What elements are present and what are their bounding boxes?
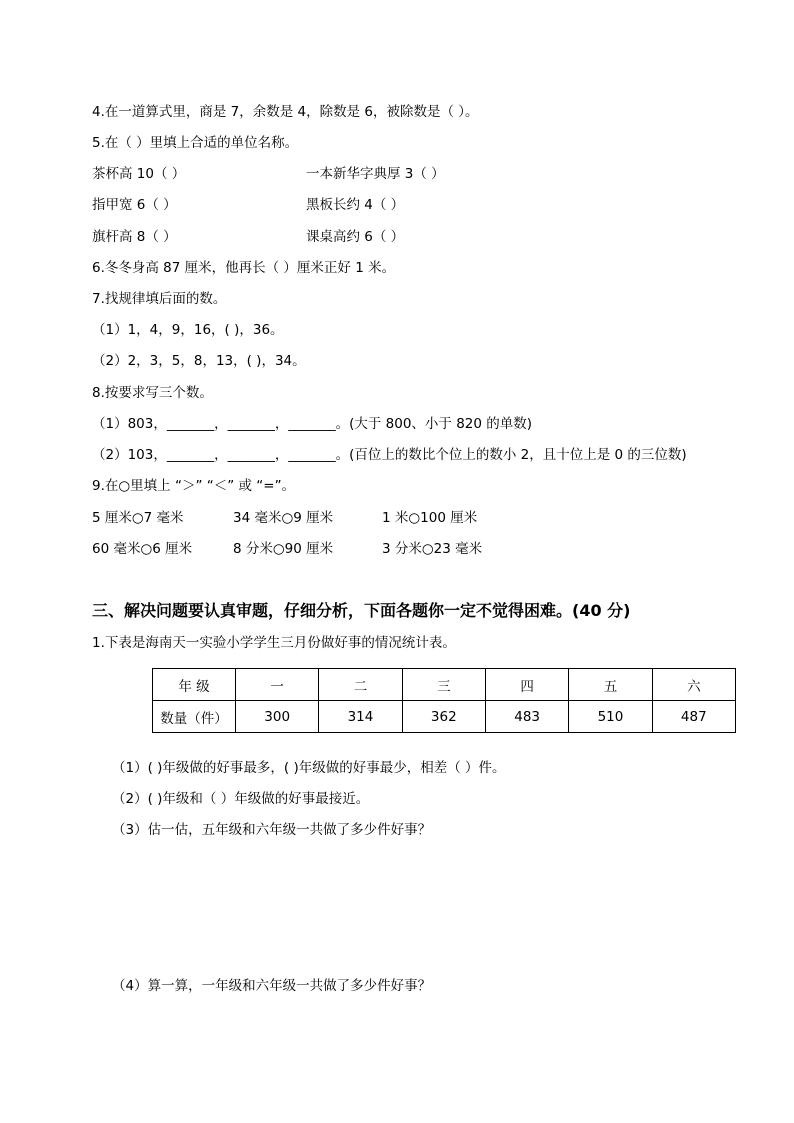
question-4: 4.在一道算式里，商是 7，余数是 4，除数是 6，被除数是（ ）。 <box>92 104 479 120</box>
table-value-cell: 487 <box>652 701 735 733</box>
question-9-title: 9.在○里填上 “＞” “＜” 或 “=”。 <box>92 478 296 494</box>
table-value-cell: 510 <box>569 701 652 733</box>
question-7-title: 7.找规律填后面的数。 <box>92 291 227 307</box>
question-5-title: 5.在（ ）里填上合适的单位名称。 <box>92 135 299 151</box>
table-value-cell: 314 <box>319 701 402 733</box>
question-9-item: 8 分米○90 厘米 <box>233 541 334 557</box>
question-5-item: 茶杯高 10（ ） <box>92 166 186 182</box>
question-9-item: 34 毫米○9 厘米 <box>233 510 334 526</box>
table-row <box>153 701 736 733</box>
table-row <box>153 669 736 701</box>
question-7-part-1: （1）1，4，9，16，( )，36。 <box>92 322 284 338</box>
question-5-item: 课桌高约 6（ ） <box>306 229 405 245</box>
problem-1-title: 1.下表是海南天一实验小学学生三月份做好事的情况统计表。 <box>92 635 456 651</box>
question-6: 6.冬冬身高 87 厘米，他再长（ ）厘米正好 1 米。 <box>92 260 396 276</box>
table-value-cell: 483 <box>485 701 568 733</box>
question-9-item: 3 分米○23 毫米 <box>382 541 483 557</box>
problem-1-sub-2: （2）( )年级和（ ）年级做的好事最接近。 <box>112 791 370 807</box>
table-grade-cell: 三 <box>402 669 485 701</box>
question-8-title: 8.按要求写三个数。 <box>92 385 213 401</box>
table-grade-cell: 六 <box>652 669 735 701</box>
table-grade-cell: 一 <box>236 669 319 701</box>
table-grade-cell: 四 <box>485 669 568 701</box>
question-5-item: 指甲宽 6（ ） <box>92 197 177 213</box>
question-8-part-2: （2）103，_______，_______，_______。(百位上的数比个位上的数小 2，且十位上是 0 的三位数) <box>92 447 687 463</box>
question-9-item: 5 厘米○7 毫米 <box>92 510 184 526</box>
question-9-item: 60 毫米○6 厘米 <box>92 541 193 557</box>
question-5-item: 黑板长约 4（ ） <box>306 197 405 213</box>
question-8-part-1: （1）803，_______，_______，_______。(大于 800、小于 820 的单数) <box>92 416 533 432</box>
question-5-item: 一本新华字典厚 3（ ） <box>306 166 445 182</box>
section-3-heading: 三、解决问题要认真审题，仔细分析，下面各题你一定不觉得困难。(40 分) <box>92 601 631 620</box>
question-9-item: 1 米○100 厘米 <box>382 510 478 526</box>
problem-1-sub-3: （3）估一估，五年级和六年级一共做了多少件好事？ <box>112 822 432 838</box>
table-value-cell: 362 <box>402 701 485 733</box>
table-value-cell: 300 <box>236 701 319 733</box>
table-grade-cell: 五 <box>569 669 652 701</box>
question-5-item: 旗杆高 8（ ） <box>92 229 177 245</box>
table-header-label: 年 级 <box>153 669 236 701</box>
good-deeds-table <box>152 668 736 733</box>
problem-1-sub-1: （1）( )年级做的好事最多，( )年级做的好事最少，相差（ ）件。 <box>112 760 506 776</box>
table-grade-cell: 二 <box>319 669 402 701</box>
problem-1-sub-4: （4）算一算，一年级和六年级一共做了多少件好事？ <box>112 978 432 994</box>
question-7-part-2: （2）2，3，5，8，13，( )，34。 <box>92 353 306 369</box>
table-row-label: 数量（件） <box>153 701 236 733</box>
